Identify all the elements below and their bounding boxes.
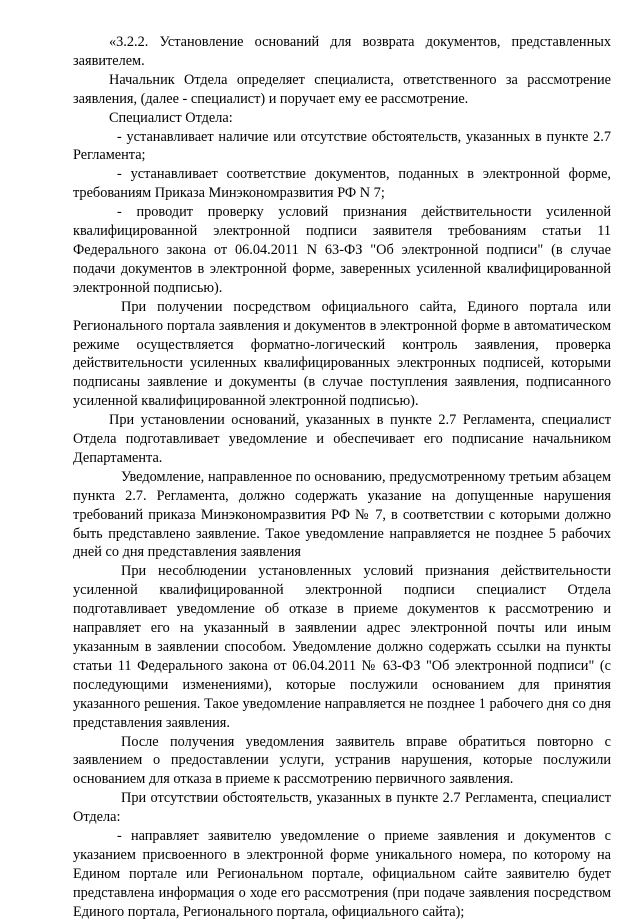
- paragraph: - устанавливает наличие или отсутствие обстоятельств, указанных в пункте 2.7 Регламента;: [73, 128, 611, 164]
- paragraph: При несоблюдении установленных условий признания действительности усиленной квалифицированной электронной подписи специалист Отдела подготавливает уведомление об отказе в приеме документов к рассмотрению и направляет его на указанный в заявлении адрес электронной почты или иным указанным в заявлении способом. Уведомление должно содержать ссылки на пункты статьи 11 Федерального закона от 06.04.2011 № 63-ФЗ "Об электронной подписи" (с последующими изменениями), которые послужили основанием для принятия указанного решения. Такое уведомление направляется не позднее 1 рабочего дня со дня представления заявления.: [73, 563, 611, 731]
- paragraph: «3.2.2. Установление оснований для возврата документов, представленных заявителем.: [73, 34, 611, 69]
- paragraph: - устанавливает соответствие документов, поданных в электронной форме, требованиям Приказа Минэкономразвития РФ N 7;: [73, 166, 611, 202]
- paragraph: - проводит проверку условий признания действительности усиленной квалифицированной электронной подписи заявителя требованиям статьи 11 Федерального закона от 06.04.2011 N 63-ФЗ "Об электронной подписи" (в случае подачи документов в электронной форме, заверенных усиленной квалифицированной электронной подписью).: [73, 204, 611, 296]
- paragraph: Специалист Отдела:: [109, 109, 233, 126]
- paragraph: Уведомление, направленное по основанию, предусмотренному третьим абзацем пункта 2.7. Регламента, должно содержать указание на допущенные нарушения требований приказа Минэкономразвития РФ № 7, в соответствии с которыми должно быть представлено заявление. Такое уведомление направляется не позднее 5 рабочих дней со дня представления заявления: [73, 468, 611, 561]
- paragraph: При отсутствии обстоятельств, указанных в пункте 2.7 Регламента, специалист Отдела:: [73, 790, 611, 826]
- paragraph: При установлении оснований, указанных в пункте 2.7 Регламента, специалист Отдела подготавливает уведомление и обеспечивает его подписание начальником Департамента.: [73, 412, 611, 466]
- paragraph: После получения уведомления заявитель вправе обратиться повторно с заявлением о предоставлении услуги, устранив нарушения, которые послужили основанием для отказа в приеме к рассмотрению первичного заявления.: [73, 733, 611, 788]
- document-page: [73, 33, 611, 922]
- paragraph: Начальник Отдела определяет специалиста, ответственного за рассмотрение заявления, (далее - специалист) и поручает ему ее рассмотрение.: [73, 71, 611, 107]
- paragraph: - направляет заявителю уведомление о приеме заявления и документов с указанием присвоенного в электронной форме уникального номера, по которому на Едином портале или Региональном портале, официальном сайте заявителю будет представлена информация о ходе его рассмотрения (при подаче заявления посредством Единого портала, Регионального портала, официального сайта);: [73, 828, 611, 920]
- paragraph: При получении посредством официального сайта, Единого портала или Регионального портала заявления и документов в электронной форме в автоматическом режиме осуществляется форматно-логический контроль заявления, проверка действительности усиленных квалифицированных электронных подписей, которыми подписаны заявление и документы (в случае поступления заявления, подписанного усиленной квалифицированной электронной подписью).: [73, 298, 611, 410]
